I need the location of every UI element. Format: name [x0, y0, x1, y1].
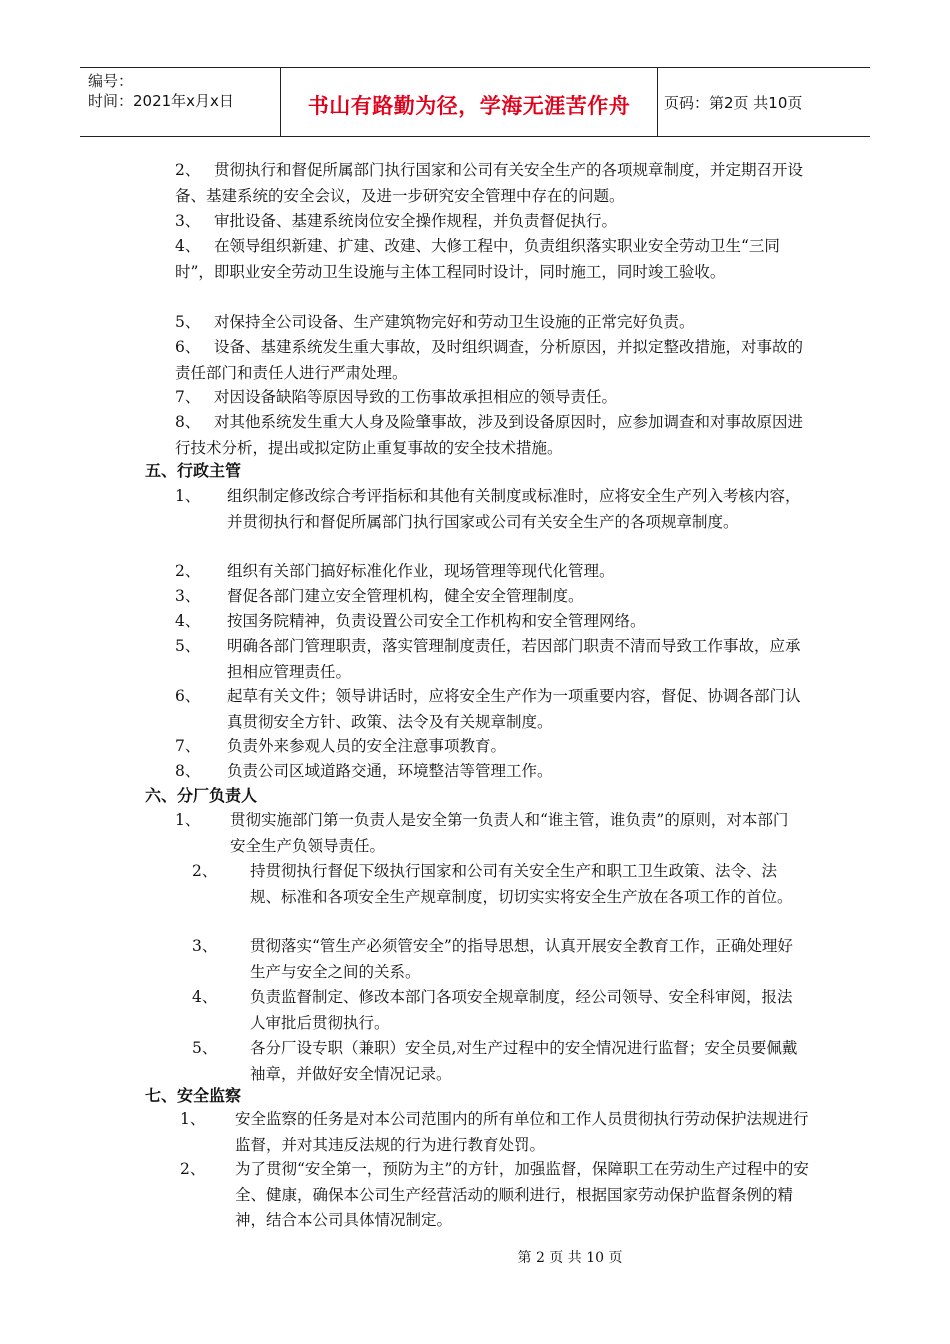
list-item-number: 3、	[175, 212, 201, 230]
doc-code-label: 编号：	[88, 72, 134, 90]
list-item	[175, 634, 815, 685]
list-item-text: 在领导组织新建、扩建、改建、大修工程中，负责组织落实职业安全劳动卫生“三同时”，即职业安全劳动卫生设施与主体工程同时设计，同时施工，同时竣工验收。	[175, 237, 780, 281]
list-item-number: 3、	[192, 937, 218, 955]
list-item-text: 为了贯彻“安全第一，预防为主”的方针，加强监督，保障职工在劳动生产过程中的安全、健康，确保本公司生产经营活动的顺利进行，根据国家劳动保护监督条例的精神，结合本公司具体情况制定。	[235, 1160, 809, 1229]
list-item-number: 6、	[175, 338, 201, 356]
list-item-text: 明确各部门管理职责，落实管理制度责任，若因部门职责不清而导致工作事故，应承担相应管理责任。	[227, 637, 801, 681]
list-item-text: 负责公司区域道路交通，环境整洁等管理工作。	[227, 762, 553, 780]
list-item-number: 7、	[175, 388, 201, 406]
list-item	[175, 385, 805, 411]
list-item	[180, 1107, 810, 1158]
list-item-text: 设备、基建系统发生重大事故，及时组织调查，分析原因，并拟定整改措施，对事故的责任部门和责任人进行严肃处理。	[175, 338, 804, 382]
list-item-number: 2、	[175, 161, 201, 179]
list-item-text: 负责监督制定、修改本部门各项安全规章制度，经公司领导、安全科审阅，报法人审批后贯彻执行。	[250, 988, 793, 1032]
list-item	[180, 1157, 810, 1234]
list-item-number: 2、	[175, 562, 201, 580]
list-item-number: 4、	[192, 988, 218, 1006]
list-item-text: 贯彻实施部门第一负责人是安全第一负责人和“谁主管，谁负责”的原则，对本部门安全生产负领导责任。	[230, 811, 789, 855]
list-item-number: 2、	[180, 1160, 206, 1178]
list-item	[175, 335, 805, 386]
list-item	[192, 985, 807, 1036]
footer-page-number: 第 2 页 共 10 页	[517, 1250, 623, 1266]
list-item	[175, 310, 805, 336]
header-page-cell	[658, 68, 870, 136]
list-item-text: 组织有关部门搞好标准化作业，现场管理等现代化管理。	[227, 562, 615, 580]
list-item-text: 按国务院精神，负责设置公司安全工作机构和安全管理网络。	[227, 612, 646, 630]
list-item-number: 5、	[175, 313, 201, 331]
list-item-number: 3、	[175, 587, 201, 605]
list-item	[175, 734, 815, 760]
list-item	[175, 559, 815, 585]
doc-time-label: 时间：2021年x月x日	[88, 92, 234, 110]
list-item-text: 持贯彻执行督促下级执行国家和公司有关安全生产和职工卫生政策、法令、法规、标准和各项安全生产规章制度，切切实实将安全生产放在各项工作的首位。	[250, 862, 793, 906]
list-item-number: 4、	[175, 237, 201, 255]
list-item	[175, 484, 815, 535]
list-item-number: 5、	[192, 1039, 218, 1057]
list-item-text: 审批设备、基建系统岗位安全操作规程，并负责督促执行。	[214, 212, 618, 230]
list-item	[192, 859, 807, 910]
list-item	[175, 808, 800, 859]
section-heading: 六、分厂负责人	[145, 786, 258, 805]
list-item-number: 7、	[175, 737, 201, 755]
list-item	[175, 209, 805, 235]
list-item-number: 8、	[175, 762, 201, 780]
list-item-text: 对其他系统发生重大人身及险肇事故，涉及到设备原因时，应参加调查和对事故原因进行技术分析，提出或拟定防止重复事故的安全技术措施。	[175, 413, 804, 457]
list-item-text: 起草有关文件；领导讲话时，应将安全生产作为一项重要内容，督促、协调各部门认真贯彻安全方针、政策、法令及有关规章制度。	[227, 687, 801, 731]
list-item	[175, 234, 805, 285]
list-item-text: 组织制定修改综合考评指标和其他有关制度或标准时，应将安全生产列入考核内容，并贯彻执行和督促所属部门执行国家或公司有关安全生产的各项规章制度。	[227, 487, 801, 531]
list-item-number: 2、	[192, 862, 218, 880]
list-item	[175, 158, 805, 209]
list-item-number: 1、	[180, 1110, 206, 1128]
list-item-text: 各分厂设专职（兼职）安全员,对生产过程中的安全情况进行监督；安全员要佩戴袖章，并做好安全情况记录。	[250, 1039, 798, 1083]
header-page-label: 页码：第2页 共10页	[664, 93, 803, 112]
list-item-number: 1、	[175, 487, 201, 505]
list-item-number: 8、	[175, 413, 201, 431]
page-header	[80, 67, 870, 137]
list-item-number: 1、	[175, 811, 201, 829]
list-item-text: 安全监察的任务是对本公司范围内的所有单位和工作人员贯彻执行劳动保护法规进行监督，并对其违反法规的行为进行教育处罚。	[235, 1110, 809, 1154]
list-item-text: 负责外来参观人员的安全注意事项教育。	[227, 737, 507, 755]
section-heading: 五、行政主管	[145, 461, 242, 480]
list-item	[175, 584, 815, 610]
list-item	[175, 410, 805, 461]
list-item-number: 6、	[175, 687, 201, 705]
list-item-number: 5、	[175, 637, 201, 655]
list-item	[175, 759, 815, 785]
list-item-text: 督促各部门建立安全管理机构，健全安全管理制度。	[227, 587, 584, 605]
list-item	[175, 609, 815, 635]
list-item	[192, 934, 807, 985]
header-meta	[80, 68, 280, 136]
page-footer	[0, 1247, 950, 1267]
list-item-number: 4、	[175, 612, 201, 630]
list-item	[192, 1036, 807, 1087]
list-item-text: 贯彻执行和督促所属部门执行国家和公司有关安全生产的各项规章制度，并定期召开设备、基建系统的安全会议，及进一步研究安全管理中存在的问题。	[175, 161, 804, 205]
header-motto: 书山有路勤为径，学海无涯苦作舟	[307, 94, 631, 118]
list-item	[175, 684, 815, 735]
list-item-text: 对因设备缺陷等原因导致的工伤事故承担相应的领导责任。	[214, 388, 618, 406]
section-heading: 七、安全监察	[145, 1086, 242, 1105]
header-motto-cell	[280, 68, 658, 136]
list-item-text: 贯彻落实“管生产必须管安全”的指导思想，认真开展安全教育工作，正确处理好生产与安全之间的关系。	[250, 937, 793, 981]
list-item-text: 对保持全公司设备、生产建筑物完好和劳动卫生设施的正常完好负责。	[214, 313, 695, 331]
